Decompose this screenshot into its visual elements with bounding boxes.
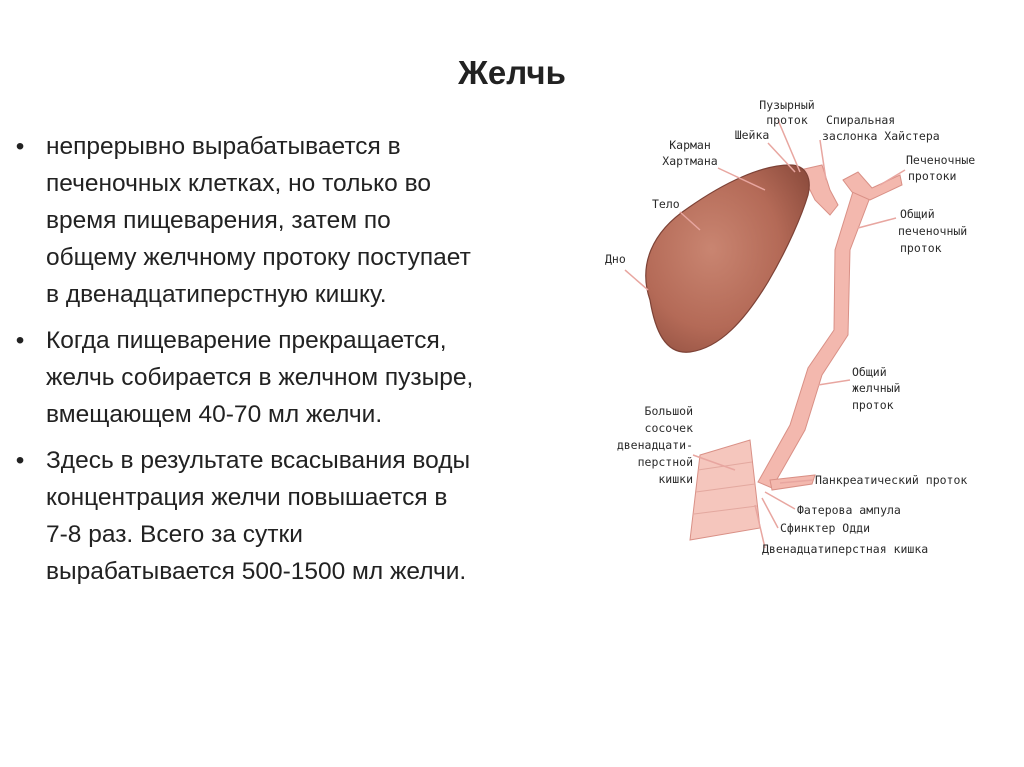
bullet-line: печеночных клетках, но только во [46,170,431,197]
bullet-line: желчь собирается в желчном пузыре, [46,364,474,391]
bullet-line: вмещающем 40-70 мл желчи. [46,401,383,428]
gallbladder-anatomy-diagram [595,90,1024,570]
bullet-marker: • [15,133,25,160]
bullet-marker: • [15,447,25,474]
leader-line [762,498,778,528]
bullet-line: концентрация желчи повышается в [46,484,448,511]
bullet-item [10,442,600,590]
bullet-list [10,128,600,599]
bullet-line: непрерывно вырабатывается в [46,133,401,160]
leader-line [778,120,800,172]
label-hepatic-ducts: Печеночные протоки [906,153,976,183]
label-sphincter: Сфинктер Одди [780,521,871,535]
label-ampulla: Фатерова ампула [797,503,901,517]
leader-line [818,380,850,385]
bullet-line: 7-8 раз. Всего за сутки [46,521,303,548]
page-title: Желчь [458,54,566,91]
bullet-line: время пищеварения, затем по [46,207,391,234]
label-common-bile-duct: Общий желчный проток [852,365,901,412]
bullet-marker: • [15,327,25,354]
label-pouch: Карман Хартмана [662,138,718,168]
bullet-line: общему желчному протоку поступает [46,244,471,271]
bullet-line: в двенадцатиперстную кишку. [46,281,387,308]
label-neck: Шейка [734,128,770,142]
bullet-line: Когда пищеварение прекращается, [46,327,447,354]
label-papilla: Большой сосочек двенадцати-перстной кишки [616,404,693,486]
bullet-item [10,322,600,433]
label-fundus: Дно [605,252,626,266]
label-spiral-valve: Спиральная заслонка Хайстера [822,113,940,143]
label-cystic-duct: Пузырный проток [759,98,815,127]
leader-line [765,492,795,509]
bullet-item [10,128,600,313]
gallbladder-shape [646,165,809,352]
bullet-line: вырабатывается 500-1500 мл желчи. [46,558,467,585]
duodenum-shape [690,440,760,540]
label-pancreatic-duct: Панкреатический проток [815,473,968,487]
leader-line [858,218,896,228]
label-body: Тело [652,197,680,211]
label-duodenum: Двенадцатиперстная кишка [762,542,929,556]
leader-line [625,270,648,290]
bullet-line: Здесь в результате всасывания воды [46,447,471,474]
label-common-hepatic-duct: Общий печеночный проток [898,207,968,255]
